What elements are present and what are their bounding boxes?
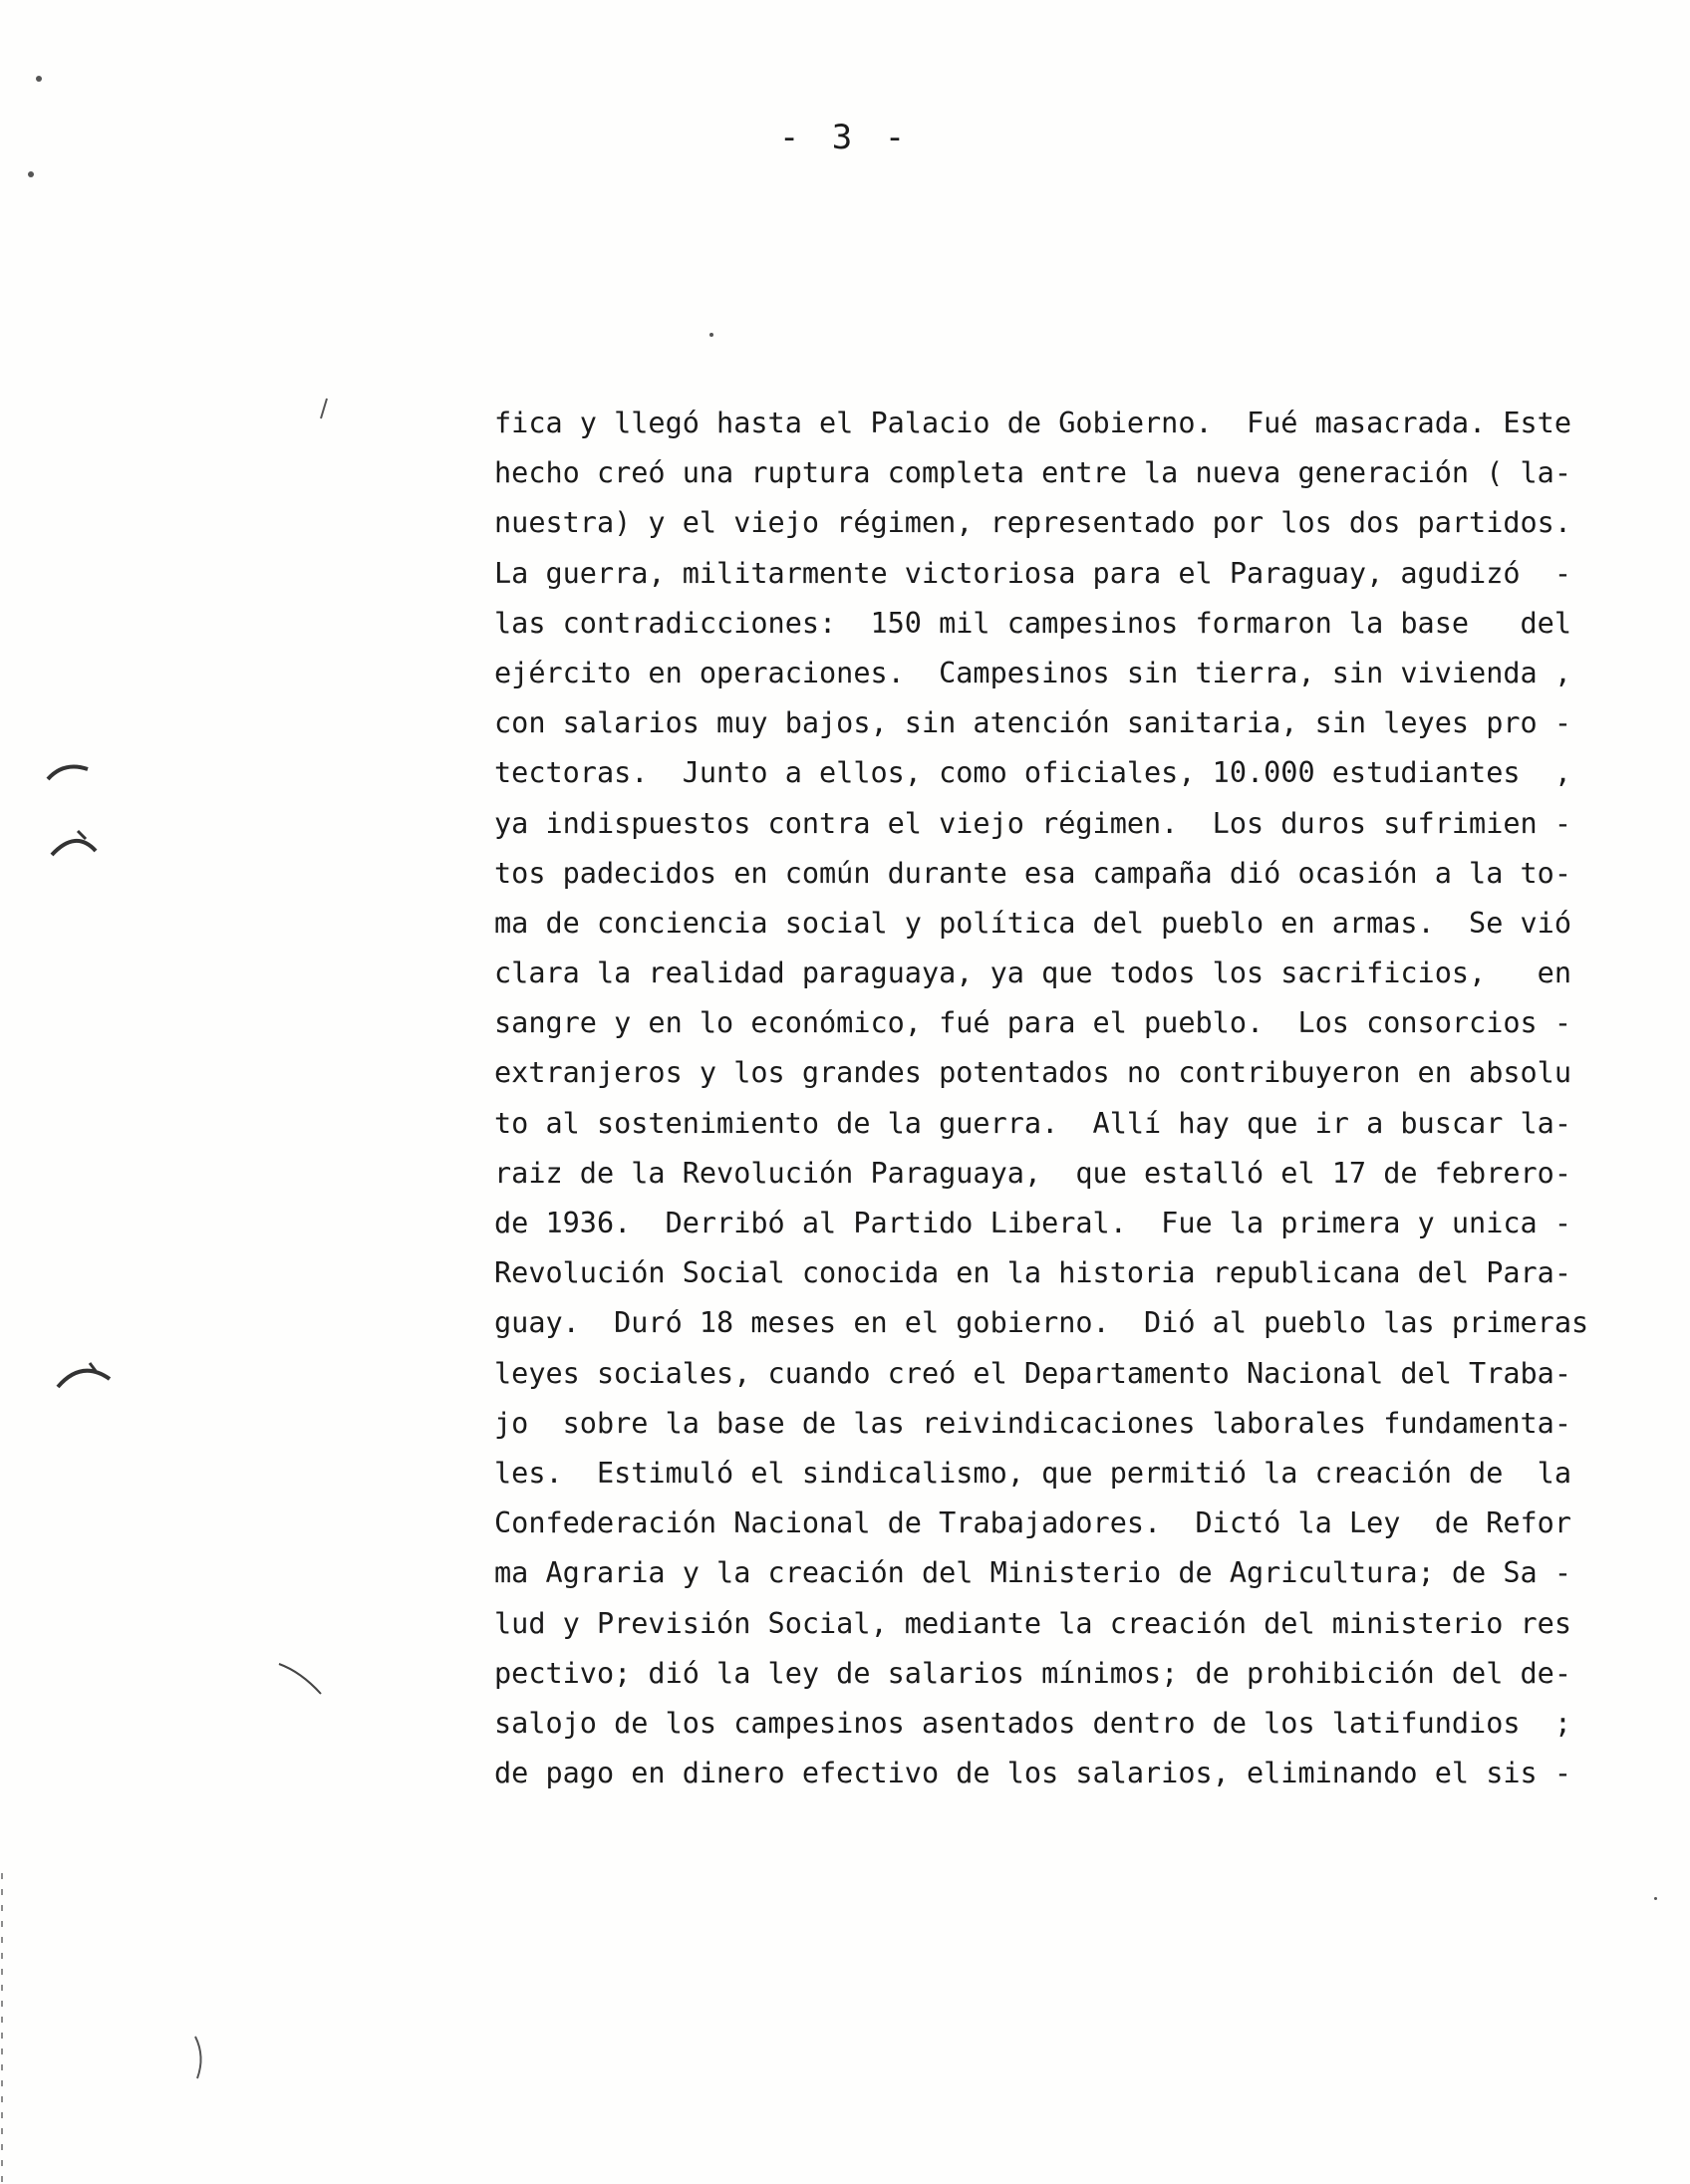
pencil-stroke — [277, 1660, 327, 1700]
text-line: ma de conciencia social y política del pueblo en armas. Se vió — [494, 906, 1571, 940]
text-line: lud y Previsión Social, mediante la creación del ministerio res — [494, 1606, 1571, 1640]
text-line: con salarios muy bajos, sin atención sanitaria, sin leyes pro - — [494, 706, 1571, 740]
scan-speck — [28, 171, 34, 177]
scan-edge-line — [0, 1873, 8, 2184]
text-line: de pago en dinero efectivo de los salarios, eliminando el sis - — [494, 1757, 1571, 1790]
text-line: tos padecidos en común durante esa campaña dió ocasión a la to- — [494, 856, 1571, 890]
text-line: raiz de la Revolución Paraguaya, que estalló el 17 de febrero- — [494, 1156, 1571, 1190]
text-line: ma Agraria y la creación del Ministerio de Agricultura; de Sa - — [494, 1556, 1571, 1590]
text-line: pectivo; dió la ley de salarios mínimos; de prohibición del de- — [494, 1656, 1571, 1690]
text-line: sangre y en lo económico, fué para el pueblo. Los consorcios - — [494, 1006, 1571, 1040]
text-line: La guerra, militarmente victoriosa para el Paraguay, agudizó - — [494, 556, 1571, 590]
text-line: Confederación Nacional de Trabajadores. Dictó la Ley de Refor — [494, 1506, 1571, 1540]
text-line: tectoras. Junto a ellos, como oficiales, 10.000 estudiantes , — [494, 756, 1571, 790]
body-text — [494, 399, 1589, 1798]
text-line: leyes sociales, cuando creó el Departamento Nacional del Traba- — [494, 1356, 1571, 1390]
scan-speck — [709, 333, 713, 337]
page-number: - 3 - — [778, 118, 912, 157]
text-line: ya indispuestos contra el viejo régimen. Los duros sufrimien - — [494, 806, 1571, 840]
text-line: hecho creó una ruptura completa entre la nueva generación ( la- — [494, 456, 1571, 490]
text-line: fica y llegó hasta el Palacio de Gobierno. Fué masacrada. Este — [494, 407, 1571, 439]
pencil-stroke — [317, 397, 331, 420]
text-line: jo sobre la base de las reivindicaciones laborales fundamenta- — [494, 1406, 1571, 1440]
pencil-stroke — [189, 2033, 209, 2082]
text-line: les. Estimuló el sindicalismo, que permitió la creación de la — [494, 1456, 1571, 1490]
text-line: Revolución Social conocida en la historia republicana del Para- — [494, 1256, 1571, 1290]
text-line: clara la realidad paraguaya, ya que todos los sacrificios, en — [494, 956, 1571, 990]
text-line: salojo de los campesinos asentados dentro de los latifundios ; — [494, 1706, 1571, 1740]
text-line: nuestra) y el viejo régimen, representado por los dos partidos. — [494, 506, 1571, 540]
text-line: de 1936. Derribó al Partido Liberal. Fue la primera y unica - — [494, 1207, 1571, 1239]
text-line: extranjeros y los grandes potentados no contribuyeron en absolu — [494, 1056, 1571, 1090]
punch-hole-mark — [40, 747, 100, 877]
punch-hole-mark — [52, 1345, 112, 1405]
text-line: las contradicciones: 150 mil campesinos formaron la base del — [494, 606, 1571, 640]
text-line: to al sostenimiento de la guerra. Allí hay que ir a buscar la- — [494, 1106, 1571, 1140]
scan-speck — [1654, 1897, 1657, 1900]
scan-speck — [36, 76, 42, 82]
text-line: ejército en operaciones. Campesinos sin tierra, sin vivienda , — [494, 656, 1571, 689]
text-line: guay. Duró 18 meses en el gobierno. Dió al pueblo las primeras — [494, 1306, 1589, 1340]
